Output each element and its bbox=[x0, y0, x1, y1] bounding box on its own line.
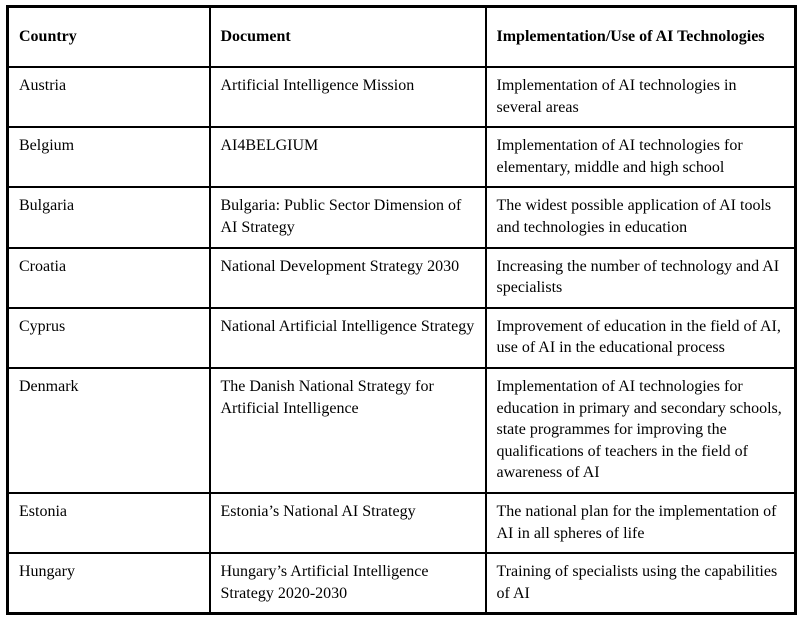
implementation-cell: Training of specialists using the capabilities of AI bbox=[486, 553, 796, 614]
header-cell-country: Country bbox=[8, 7, 210, 68]
header-cell-implementation: Implementation/Use of AI Technologies bbox=[486, 7, 796, 68]
country-cell: Croatia bbox=[8, 248, 210, 308]
table-row bbox=[8, 67, 796, 127]
implementation-cell: Implementation of AI technologies in several areas bbox=[486, 67, 796, 127]
country-cell: Denmark bbox=[8, 368, 210, 493]
country-cell: Bulgaria bbox=[8, 187, 210, 247]
ai-strategies-table bbox=[6, 5, 797, 615]
document-cell: Estonia’s National AI Strategy bbox=[210, 493, 486, 553]
country-cell: Hungary bbox=[8, 553, 210, 614]
country-cell: Austria bbox=[8, 67, 210, 127]
document-cell: The Danish National Strategy for Artificial Intelligence bbox=[210, 368, 486, 493]
table-row bbox=[8, 553, 796, 614]
table-row bbox=[8, 493, 796, 553]
implementation-cell: The national plan for the implementation of AI in all spheres of life bbox=[486, 493, 796, 553]
header-cell-document: Document bbox=[210, 7, 486, 68]
implementation-cell: Implementation of AI technologies for elementary, middle and high school bbox=[486, 127, 796, 187]
document-cell: National Artificial Intelligence Strategy bbox=[210, 308, 486, 368]
document-cell: AI4BELGIUM bbox=[210, 127, 486, 187]
country-cell: Belgium bbox=[8, 127, 210, 187]
implementation-cell: Improvement of education in the field of AI, use of AI in the educational process bbox=[486, 308, 796, 368]
implementation-cell: Increasing the number of technology and AI specialists bbox=[486, 248, 796, 308]
table-row bbox=[8, 368, 796, 493]
table-header-row bbox=[8, 7, 796, 68]
country-cell: Cyprus bbox=[8, 308, 210, 368]
table-row bbox=[8, 248, 796, 308]
document-cell: Hungary’s Artificial Intelligence Strategy 2020-2030 bbox=[210, 553, 486, 614]
document-cell: National Development Strategy 2030 bbox=[210, 248, 486, 308]
document-cell: Artificial Intelligence Mission bbox=[210, 67, 486, 127]
implementation-cell: Implementation of AI technologies for education in primary and secondary schools, state programmes for improving the qualifications of teachers in the field of awareness of AI bbox=[486, 368, 796, 493]
document-cell: Bulgaria: Public Sector Dimension of AI Strategy bbox=[210, 187, 486, 247]
country-cell: Estonia bbox=[8, 493, 210, 553]
table-row bbox=[8, 187, 796, 247]
table-row bbox=[8, 308, 796, 368]
table-row bbox=[8, 127, 796, 187]
implementation-cell: The widest possible application of AI tools and technologies in education bbox=[486, 187, 796, 247]
